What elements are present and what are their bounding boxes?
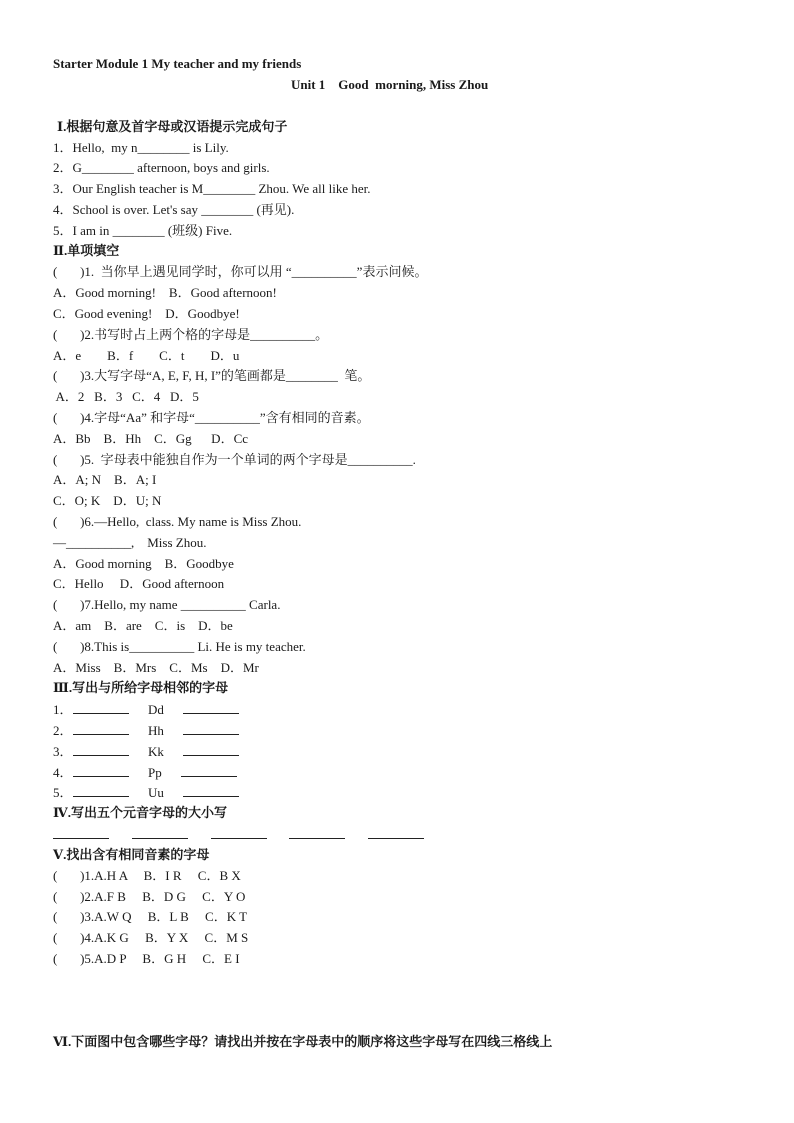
- answer-blank[interactable]: [73, 701, 129, 714]
- s2-line: ( )3.大写字母“A, E, F, H, I”的笔画都是________ 笔。: [53, 368, 371, 383]
- s2-line: A．Good morning! B．Good afternoon!: [53, 285, 277, 300]
- s3-num: 1．: [53, 702, 73, 717]
- s4-blanks-row: [53, 826, 424, 843]
- s2-line: C．O; K D．U; N: [53, 493, 162, 508]
- answer-blank[interactable]: [183, 722, 239, 735]
- s3-letter: Dd: [148, 702, 164, 717]
- s3-letter: Hh: [148, 723, 164, 738]
- section-2-title: Ⅱ.单项填空: [53, 243, 120, 258]
- s1-item: 3．Our English teacher is M________ Zhou. We all like her.: [53, 181, 371, 196]
- s2-line: ( )6.—Hello, class. My name is Miss Zhou.: [53, 514, 302, 529]
- answer-blank[interactable]: [183, 743, 239, 756]
- s2-line: A．Bb B．Hh C．Gg D．Cc: [53, 431, 249, 446]
- answer-blank[interactable]: [183, 701, 239, 714]
- section-6-title: Ⅵ.下面图中包含哪些字母？请找出并按在字母表中的顺序将这些字母写在四线三格线上: [53, 1034, 553, 1049]
- answer-blank[interactable]: [211, 826, 267, 839]
- s2-line: A．e B．f C．t D．u: [53, 348, 240, 363]
- s5-item: ( )1.A.H A B．I R C．B X: [53, 868, 241, 883]
- s1-item: 2．G________ afternoon, boys and girls.: [53, 160, 270, 175]
- s2-line: ( )4.字母“Aa” 和字母“__________”含有相同的音素。: [53, 410, 370, 425]
- s2-line: ( )8.This is__________ Li. He is my teacher.: [53, 639, 306, 654]
- s2-line: C．Good evening! D．Goodbye!: [53, 306, 240, 321]
- s3-row: [53, 701, 239, 718]
- answer-blank[interactable]: [73, 722, 129, 735]
- s2-line: A．2 B．3 C．4 D．5: [53, 389, 199, 404]
- s2-line: A．Miss B．Mrs C．Ms D．Mr: [53, 660, 259, 675]
- s3-row: [53, 764, 237, 781]
- s3-row: [53, 743, 239, 760]
- s2-line: A．am B．are C．is D．be: [53, 618, 233, 633]
- s5-item: ( )2.A.F B B．D G C．Y O: [53, 889, 246, 904]
- s2-line: ( )1. 当你早上遇见同学时，你可以用 “__________”表示问候。: [53, 264, 428, 279]
- s5-item: ( )4.A.K G B．Y X C．M S: [53, 930, 249, 945]
- s2-line: ( )2.书写时占上两个格的字母是__________。: [53, 327, 329, 342]
- answer-blank[interactable]: [181, 764, 237, 777]
- answer-blank[interactable]: [368, 826, 424, 839]
- s2-line: A．Good morning B．Goodbye: [53, 556, 234, 571]
- s1-item: 1．Hello, my n________ is Lily.: [53, 140, 229, 155]
- s1-item: 5．I am in ________ (班级) Five.: [53, 223, 233, 238]
- s5-item: ( )5.A.D P B．G H C．E I: [53, 951, 240, 966]
- s2-line: A．A; N B．A; I: [53, 472, 157, 487]
- s2-line: ( )7.Hello, my name __________ Carla.: [53, 597, 281, 612]
- s3-letter: Uu: [148, 785, 164, 800]
- s3-num: 2．: [53, 723, 73, 738]
- s5-item: ( )3.A.W Q B．L B C．K T: [53, 909, 248, 924]
- s3-row: [53, 784, 239, 801]
- section-5-title: Ⅴ.找出含有相同音素的字母: [53, 847, 210, 862]
- section-1-title: Ⅰ.根据句意及首字母或汉语提示完成句子: [57, 119, 288, 134]
- answer-blank[interactable]: [73, 743, 129, 756]
- s2-line: C．Hello D．Good afternoon: [53, 576, 225, 591]
- s3-row: [53, 722, 239, 739]
- module-title: Starter Module 1 My teacher and my friends: [53, 56, 302, 71]
- answer-blank[interactable]: [132, 826, 188, 839]
- section-4-title: Ⅳ.写出五个元音字母的大小写: [53, 805, 228, 820]
- s2-line: ( )5. 字母表中能独自作为一个单词的两个字母是__________.: [53, 452, 416, 467]
- answer-blank[interactable]: [73, 764, 129, 777]
- s3-num: 5．: [53, 785, 73, 800]
- s1-item: 4．School is over. Let's say ________ (再见).: [53, 202, 295, 217]
- section-3-title: Ⅲ.写出与所给字母相邻的字母: [53, 680, 229, 695]
- unit-title: Unit 1 Good morning, Miss Zhou: [291, 77, 489, 92]
- answer-blank[interactable]: [183, 784, 239, 797]
- s3-letter: Kk: [148, 744, 164, 759]
- s2-line: —__________, Miss Zhou.: [53, 535, 207, 550]
- answer-blank[interactable]: [53, 826, 109, 839]
- s3-num: 3．: [53, 744, 73, 759]
- answer-blank[interactable]: [289, 826, 345, 839]
- answer-blank[interactable]: [73, 784, 129, 797]
- s3-num: 4．: [53, 765, 73, 780]
- s3-letter: Pp: [148, 765, 162, 780]
